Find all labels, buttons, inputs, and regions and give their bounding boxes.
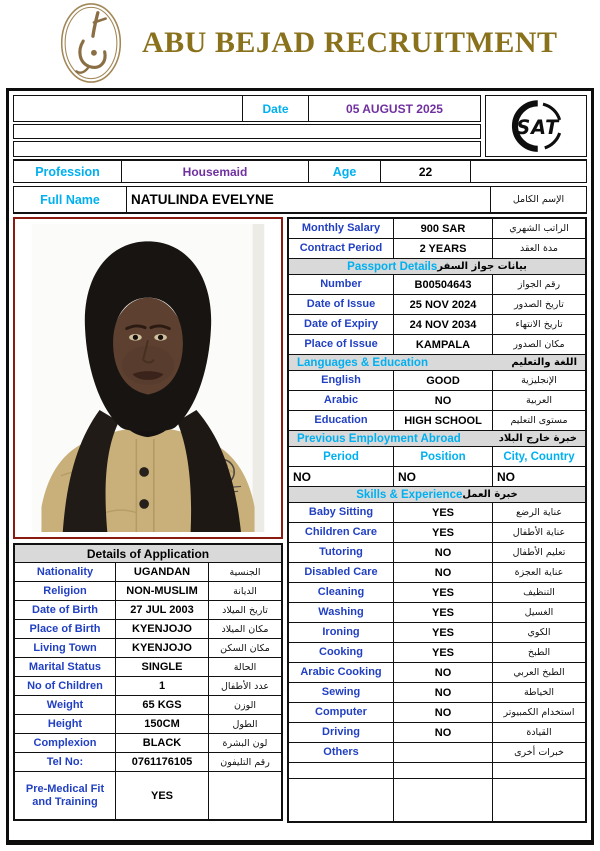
field-label: Weight <box>46 698 84 711</box>
field-label: Complexion <box>33 736 97 749</box>
field-label: Children Care <box>304 526 378 539</box>
field-label: Nationality <box>36 565 94 578</box>
date-row <box>13 95 481 122</box>
details-row <box>15 562 281 581</box>
field-label: Religion <box>43 584 87 597</box>
field-label: Arabic Cooking <box>300 666 382 679</box>
field-arabic: مستوى التعليم <box>492 411 585 430</box>
blank-row <box>13 124 481 139</box>
info-table <box>287 217 587 823</box>
agency-header <box>0 0 600 86</box>
field-value: 150CM <box>115 715 208 733</box>
info-row <box>289 411 585 431</box>
section-title-en: Previous Employment Abroad <box>297 432 461 445</box>
field-label: Education <box>314 414 368 427</box>
column-header-cell: City, Country <box>492 447 585 466</box>
field-value: NO <box>393 723 492 742</box>
field-arabic: عدد الأطفال <box>208 677 281 695</box>
field-arabic: رقم الجواز <box>492 275 585 294</box>
field-arabic: تاريخ الصدور <box>492 295 585 314</box>
field-arabic <box>208 772 281 819</box>
field-arabic: عناية الأطفال <box>492 523 585 542</box>
info-row <box>289 335 585 355</box>
field-value: YES <box>393 523 492 542</box>
field-label: Disabled Care <box>304 566 378 579</box>
field-value: SINGLE <box>115 658 208 676</box>
section-title-en: Languages & Education <box>297 356 428 369</box>
field-arabic: رقم التليفون <box>208 753 281 771</box>
field-value: B00504643 <box>393 275 492 294</box>
applicant-photo <box>13 217 283 539</box>
blank-row <box>13 141 481 157</box>
field-arabic: الجنسية <box>208 563 281 581</box>
info-row <box>289 743 585 763</box>
info-row <box>289 315 585 335</box>
field-label: Others <box>323 746 359 759</box>
field-value: 24 NOV 2034 <box>393 315 492 334</box>
column-value-cell: NO <box>393 467 492 486</box>
field-label: Washing <box>318 606 364 619</box>
field-arabic: الطبخ <box>492 643 585 662</box>
field-label: Marital Status <box>28 660 102 673</box>
field-arabic: التنظيف <box>492 583 585 602</box>
field-arabic: القيادة <box>492 723 585 742</box>
field-arabic: عناية العجزة <box>492 563 585 582</box>
field-label: Date of Birth <box>32 603 98 616</box>
sat-logo-text: SAT <box>516 115 560 139</box>
info-row <box>289 391 585 411</box>
full-name-row <box>13 186 587 214</box>
field-arabic: مكان الميلاد <box>208 620 281 638</box>
field-value: YES <box>393 623 492 642</box>
field-label: Cooking <box>319 646 363 659</box>
field-value: NON-MUSLIM <box>115 582 208 600</box>
profession-value: Housemaid <box>121 161 308 182</box>
details-row <box>15 752 281 771</box>
field-value <box>393 743 492 762</box>
details-row <box>15 771 281 819</box>
empty-cell <box>393 779 492 821</box>
info-row <box>289 239 585 259</box>
section-title-en: Skills & Experience <box>356 488 463 501</box>
field-value: 2 YEARS <box>393 239 492 258</box>
field-arabic: تعليم الأطفال <box>492 543 585 562</box>
details-row <box>15 600 281 619</box>
field-value: UGANDAN <box>115 563 208 581</box>
column-value-row <box>289 467 585 487</box>
field-value: BLACK <box>115 734 208 752</box>
section-band <box>289 355 585 371</box>
section-band <box>289 487 585 503</box>
field-value: YES <box>393 603 492 622</box>
info-row <box>289 603 585 623</box>
field-arabic: تاريخ الانتهاء <box>492 315 585 334</box>
full-name-arabic: الإسم الكامل <box>490 187 586 212</box>
full-name-value: NATULINDA EVELYNE <box>126 187 490 212</box>
section-title-ar: اللغة والتعليم <box>511 357 577 368</box>
column-header-cell: Position <box>393 447 492 466</box>
field-label: Pre-Medical Fit and Training <box>25 782 105 808</box>
application-form <box>6 88 594 845</box>
info-row <box>289 275 585 295</box>
blank-cell <box>470 161 586 182</box>
field-value: YES <box>393 583 492 602</box>
field-label: Cleaning <box>317 586 365 599</box>
info-row <box>289 563 585 583</box>
empty-cell <box>289 779 393 821</box>
form-main <box>13 217 587 836</box>
applicant-portrait-image <box>28 224 268 532</box>
details-row <box>15 638 281 657</box>
blank-cell <box>14 96 242 121</box>
profession-row <box>13 159 587 183</box>
form-top-section <box>13 95 587 157</box>
field-label: Baby Sitting <box>308 506 374 519</box>
info-row <box>289 703 585 723</box>
field-arabic: الطبخ العربي <box>492 663 585 682</box>
field-arabic: لون البشرة <box>208 734 281 752</box>
info-row <box>289 219 585 239</box>
field-label: Place of Birth <box>29 622 101 635</box>
field-value: 1 <box>115 677 208 695</box>
empty-cell <box>492 763 585 778</box>
field-arabic: تاريخ الميلاد <box>208 601 281 619</box>
sat-logo-icon <box>490 98 582 154</box>
field-label: Number <box>320 278 362 291</box>
details-row <box>15 581 281 600</box>
full-name-label: Full Name <box>40 192 100 207</box>
info-row <box>289 663 585 683</box>
field-value: HIGH SCHOOL <box>393 411 492 430</box>
field-label: No of Children <box>27 679 103 692</box>
details-row <box>15 714 281 733</box>
field-arabic: الخياطة <box>492 683 585 702</box>
field-label: Height <box>47 717 83 730</box>
field-value: YES <box>393 503 492 522</box>
details-table <box>13 543 283 821</box>
field-value: 25 NOV 2024 <box>393 295 492 314</box>
age-label: Age <box>308 161 380 182</box>
section-band <box>289 431 585 447</box>
field-label: Tel No: <box>46 755 84 768</box>
column-value-cell: NO <box>293 469 311 484</box>
date-value: 05 AUGUST 2025 <box>308 96 480 121</box>
agency-title: ABU BEJAD RECRUITMENT <box>142 26 558 59</box>
field-label: Arabic <box>323 394 359 407</box>
field-value: NO <box>393 683 492 702</box>
info-row <box>289 523 585 543</box>
field-label: Living Town <box>33 641 97 654</box>
field-arabic: الديانة <box>208 582 281 600</box>
field-arabic: مدة العقد <box>492 239 585 258</box>
field-value: YES <box>393 643 492 662</box>
field-value: 27 JUL 2003 <box>115 601 208 619</box>
field-label: Monthly Salary <box>301 222 381 235</box>
field-value: NO <box>393 563 492 582</box>
column-header-row <box>289 447 585 467</box>
empty-cell <box>492 779 585 821</box>
field-arabic: الطول <box>208 715 281 733</box>
field-value: 0761176105 <box>115 753 208 771</box>
empty-row <box>289 763 585 779</box>
date-rows <box>13 95 481 157</box>
info-row <box>289 623 585 643</box>
field-value: NO <box>393 391 492 410</box>
section-title-en: Passport Details <box>347 260 438 273</box>
field-arabic: استخدام الكمبيوتر <box>492 703 585 722</box>
column-value-cell: NO <box>492 467 585 486</box>
field-arabic: الراتب الشهري <box>492 219 585 238</box>
field-value: NO <box>393 543 492 562</box>
section-title-ar: بيانات جواز السفر <box>437 261 527 272</box>
info-row <box>289 583 585 603</box>
field-label: Contract Period <box>299 242 383 255</box>
field-label: English <box>321 374 361 387</box>
field-value: 900 SAR <box>393 219 492 238</box>
details-row <box>15 695 281 714</box>
age-value: 22 <box>380 161 470 182</box>
details-row <box>15 676 281 695</box>
field-label: Date of Expiry <box>304 318 378 331</box>
profession-label: Profession <box>35 164 100 179</box>
empty-cell <box>393 763 492 778</box>
field-label: Place of Issue <box>304 338 378 351</box>
field-arabic: الغسيل <box>492 603 585 622</box>
abu-bejad-logo-icon <box>50 2 132 84</box>
info-row <box>289 371 585 391</box>
info-row <box>289 543 585 563</box>
field-value: NO <box>393 663 492 682</box>
field-arabic: العربية <box>492 391 585 410</box>
field-value: YES <box>115 772 208 819</box>
field-arabic: خبرات أخرى <box>492 743 585 762</box>
section-title-ar: خبرة العمل <box>462 489 518 500</box>
field-label: Computer <box>315 706 367 719</box>
info-row <box>289 295 585 315</box>
field-arabic: الوزن <box>208 696 281 714</box>
field-arabic: مكان الصدور <box>492 335 585 354</box>
details-row <box>15 657 281 676</box>
field-label: Sewing <box>321 686 361 699</box>
details-row <box>15 733 281 752</box>
field-arabic: الإنجليزية <box>492 371 585 390</box>
field-value: KYENJOJO <box>115 639 208 657</box>
sat-logo <box>485 95 587 157</box>
field-value: 65 KGS <box>115 696 208 714</box>
field-label: Driving <box>322 726 360 739</box>
field-arabic: مكان السكن <box>208 639 281 657</box>
section-title-ar: خبرة خارج البلاد <box>498 433 577 444</box>
field-value: NO <box>393 703 492 722</box>
info-row <box>289 683 585 703</box>
field-value: KYENJOJO <box>115 620 208 638</box>
section-band <box>289 259 585 275</box>
info-row <box>289 643 585 663</box>
details-rows <box>15 562 281 819</box>
empty-cell <box>289 763 393 778</box>
field-label: Ironing <box>322 626 360 639</box>
column-header-cell: Period <box>323 450 359 463</box>
field-arabic: عناية الرضع <box>492 503 585 522</box>
details-title: Details of Application <box>15 545 281 562</box>
field-arabic: الحالة <box>208 658 281 676</box>
field-label: Tutoring <box>319 546 363 559</box>
date-label: Date <box>242 96 308 121</box>
empty-row <box>289 779 585 821</box>
field-label: Date of Issue <box>306 298 376 311</box>
info-row <box>289 723 585 743</box>
field-value: GOOD <box>393 371 492 390</box>
details-row <box>15 619 281 638</box>
field-arabic: الكوي <box>492 623 585 642</box>
info-row <box>289 503 585 523</box>
field-value: KAMPALA <box>393 335 492 354</box>
left-column <box>13 217 283 836</box>
